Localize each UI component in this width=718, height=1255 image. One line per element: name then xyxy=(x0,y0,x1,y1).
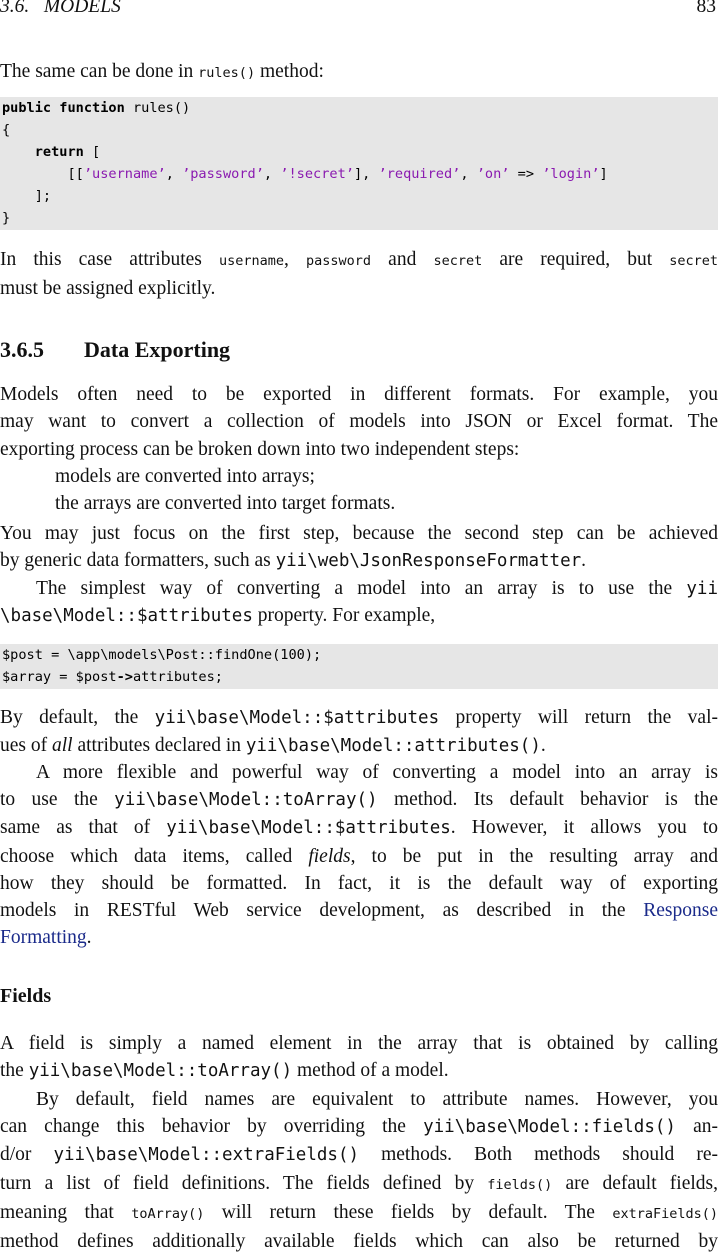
section-header: 3.6. MODELS xyxy=(0,0,121,17)
subsection-heading-fields: Fields xyxy=(0,985,52,1007)
code-block-attributes: $post = \app\models\Post::findOne(100); $array = $post->attributes; xyxy=(0,644,718,689)
paragraph-toarray-cont: to use the yii\base\Model::toArray() method. Its default behavior is the same as that of yii\base\Model::$attributes. However, it allows you to choose which data items, called fields, to be put in the resulting array and how they should be formatted. In fact, it is the default way of exporting models in RESTful Web service development, as described in the Response Formatting. xyxy=(0,789,718,949)
paragraph-field-names: By default, field names are equivalent to attribute names. However, you xyxy=(36,1089,718,1110)
code-block-rules: public function rules() { return [ [[’username’, ’password’, ’!secret’], ’required’, ’on’ => ’login’] ]; } xyxy=(0,97,718,230)
inline-code: rules() xyxy=(198,65,256,81)
response-formatting-link-cont[interactable]: Formatting xyxy=(0,927,87,949)
paragraph-simplest-way-cont: \base\Model::$attributes property. For example, xyxy=(0,605,436,626)
paragraph-rules-intro: The same can be done in rules() method: xyxy=(0,61,324,82)
paragraph-required-attributes: In this case attributes username, password and secret are required, but secret must be assigned explicitly. xyxy=(0,249,718,300)
list-item: models are converted into arrays; xyxy=(55,466,315,487)
steps-list xyxy=(0,463,718,518)
paragraph-toarray: A more flexible and powerful way of converting a model into an array is xyxy=(36,762,718,783)
list-item: the arrays are converted into target formats. xyxy=(55,493,396,515)
paragraph-exporting-intro: Models often need to be exported in different formats. For example, you may want to convert a collection of models into JSON or Excel format. The exporting process can be broken down into two independent steps: xyxy=(0,384,718,460)
section-heading-data-exporting xyxy=(0,337,718,363)
paragraph-field-names-cont: can change this behavior by overriding the yii\base\Model::fields() an- d/or yii\base\Model::extraFields() methods. Both methods should re- turn a list of field definitions. The fields defined by fields() are default fields, meaning that toArray() will return these fields by default. The extraFields() method defines additionally available fields which can also be returned by xyxy=(0,1116,718,1253)
paragraph-field-definition: A field is simply a named element in the array that is obtained by calling the yii\base\Model::toArray() method of a model. xyxy=(0,1033,718,1082)
response-formatting-link[interactable]: Response xyxy=(643,900,718,922)
section-number: 3.6.5 xyxy=(0,337,44,362)
paragraph-simplest-way: The simplest way of converting a model into an array is to use the yii xyxy=(36,578,718,599)
paragraph-default-attributes: By default, the yii\base\Model::$attributes property will return the val- ues of all attributes declared in yii\base\Model::attributes(). xyxy=(0,707,718,757)
page-number: 83 xyxy=(696,0,716,17)
section-title: Data Exporting xyxy=(84,337,231,362)
running-header xyxy=(0,0,718,22)
paragraph-first-step: You may just focus on the first step, because the second step can be achieved by generic data formatters, such as yii\web\JsonResponseFormatter. xyxy=(0,523,718,572)
